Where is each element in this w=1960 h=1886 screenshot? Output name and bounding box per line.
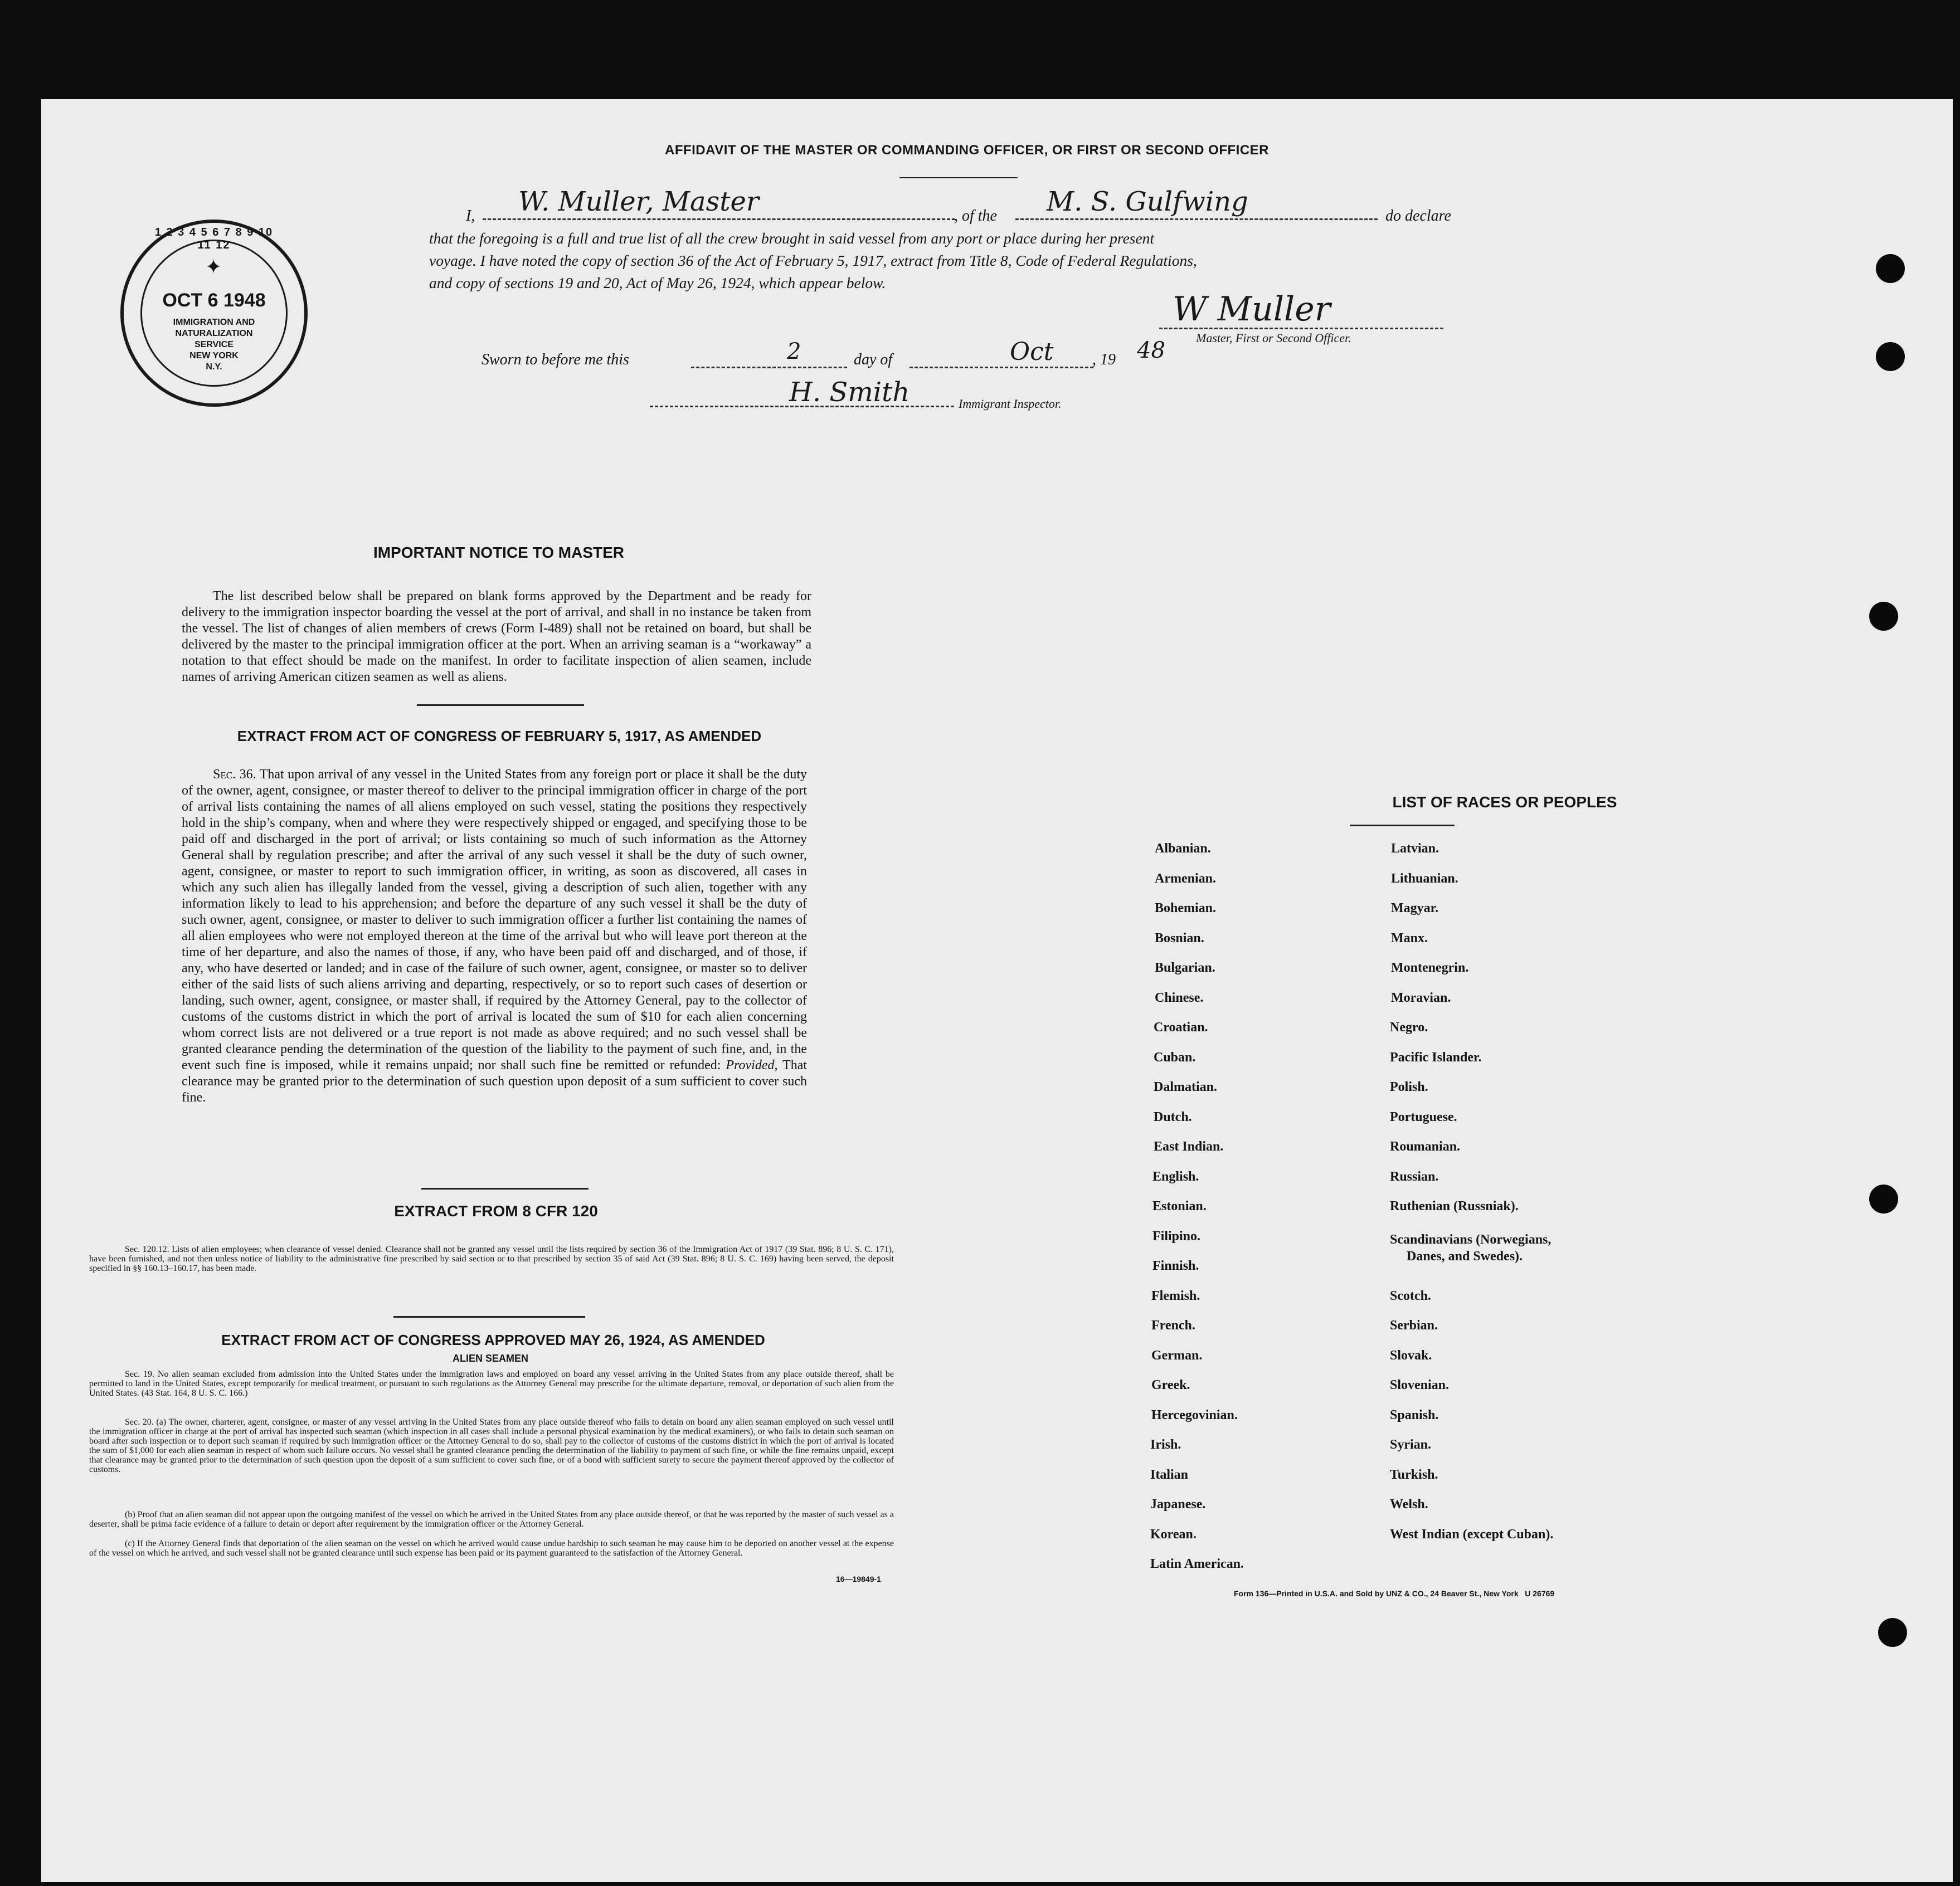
race-left-6: Croatian. [1154,1020,1208,1035]
master-name-handwritten: W. Muller, Master [518,186,759,217]
race-left-12: Estonian. [1152,1199,1207,1214]
race-left-15: Flemish. [1151,1289,1200,1303]
sworn-year-handwritten: 48 [1137,338,1165,363]
binder-hole-3 [1869,602,1898,631]
extract-1917-text [182,767,807,1106]
printer-footer: Form 136—Printed in U.S.A. and Sold by UNZ & CO., 24 Beaver St., New York U 26769 [1234,1589,1555,1598]
declaration-line-1: that the foregoing is a full and true list of all the crew brought in said vessel from any port or place during her present [429,230,1155,247]
declaration-line-2: voyage. I have noted the copy of section 36 of the Act of February 5, 1917, extract from Title 8, Code of Federal Regulations, [429,252,1197,269]
race-right-12: Ruthenian (Russniak). [1390,1199,1519,1214]
race-left-3: Bosnian. [1155,931,1204,946]
signature-line [1159,312,1443,329]
sec-20c-text: (c) If the Attorney General finds that deportation of the alien seaman on the vessel on which he arrived would cause undue hardship to such seaman he may cause him to be deported on another vessel at the expense of the vessel on which he arrived, and such vessel shall not be granted clearance until such expense has been paid or its payment guaranteed to the satisfaction of the Attorney General. [89,1539,894,1558]
race-right-11: Russian. [1390,1169,1439,1184]
race-right-6: Negro. [1390,1020,1428,1035]
sworn-day-line [691,347,847,368]
binder-hole-2 [1876,342,1905,371]
inspector-caption: Immigrant Inspector. [959,397,1062,411]
race-right-22: West Indian (except Cuban). [1390,1527,1554,1542]
sec-36-body: That upon arrival of any vessel in the United States from any foreign port or place it shall be the duty of the owner, agent, consignee, or master thereof to deliver to the principal immigration officer in charge of the port of arrival lists containing the names of all aliens employed on such vessel, stating the positions they respectively hold in the ship’s company, when and where they were respectively shipped or engaged, and specifying those to be paid off and discharged in the port of arrival; or lists containing so much of such information as the Attorney General shall by regulation prescribe; and after the arrival of any such vessel it shall be the duty of such owner, agent, consignee, or master to report to such immigration officer, in writing, as soon as discovered, all cases in which any such alien has illegally landed from the vessel, giving a description of such alien, together with any information likely to lead to his apprehension; and before the departure of any such vessel it shall be the duty of such owner, agent, consignee, or master to deliver to such immigration officer a further list containing the names of all alien employees who were not employed thereon at the time of the arrival but who will leave port thereon at the time of her departure, and also the names of those, if any, who have been paid off and discharged, and of those, if any, who have deserted or landed; and in case of the failure of such owner, agent, consignee, or master so to deliver either of the said lists of such aliens arriving and departing, respectively, or so to report such cases of desertion or landing, such owner, agent, consignee, or master shall, if required by the Attorney General, pay to the collector of customs of the customs district in which the port of arrival is located the sum of $10 for each alien concerning whom correct lists are not delivered or a true report is not made as above required; and no such vessel shall be granted clearance pending the determination of the question of the liability to the payment of such fine, and, in the event such fine is imposed, while it remains unpaid; nor shall such fine be remitted or refunded: [182,767,808,1073]
race-left-7: Cuban. [1154,1050,1196,1065]
races-title: LIST OF RACES OR PEOPLES [1392,793,1617,811]
do-declare-label: do declare [1385,207,1451,225]
stamp-agency-line-1: IMMIGRATION AND [173,318,255,327]
stamp-ring-digits: 1 2 3 4 5 6 7 8 9 10 11 12 [154,226,274,251]
stamp-agency-line-3: SERVICE [194,340,234,349]
sworn-month-line [910,347,1093,368]
sec-20b-text: (b) Proof that an alien seaman did not appear upon the outgoing manifest of the vessel on which he arrived in the United States from any place outside thereof, or that he was reported by the master of such vessel as a deserter, shall be prima facie evidence of a failure to detain or deport after requirement by the immigration officer or the Attorney General. [89,1510,894,1529]
notice-text: The list described below shall be prepared on blank forms approved by the Department and be ready for delivery to the immigration inspector boarding the vessel at the port of arrival, and shall in no instance be taken from the vessel. The list of changes of alien members of crews (Form I-489) shall not be retained on board, but shall be delivered by the master to the principal immigration officer at the port. When an arriving seaman is a “workaway” a notation to that effect should be made on the manifest. In order to facilitate inspection of alien seamen, include names of arriving American citizen seamen as well as aliens. [182,589,811,684]
extract-1924-title: EXTRACT FROM ACT OF CONGRESS APPROVED MAY 26, 1924, AS AMENDED [221,1332,765,1348]
day-of-label: day of [854,351,893,368]
cfr-divider [393,1316,585,1318]
stamp-agency-line-5: N.Y. [206,362,222,372]
cfr-text: Sec. 120.12. Lists of alien employees; when clearance of vessel denied. Clearance shall not be granted any vessel until the lists required by section 36 of the Immigration Act of 1917 (39 Stat. 896; 8 U. S. C. 171), have been furnished, and not then unless notice of liability to the administrative fine prescribed by said section or to that prescribed by section 35 of said Act (39 Stat. 896; 8 U. S. C. 169) having been served, the deposit specified in §§ 160.13–160.17, has been made. [89,1245,894,1273]
race-left-22: Japanese. [1150,1497,1206,1512]
race-left-23: Korean. [1150,1527,1197,1542]
race-right-16: Slovak. [1390,1348,1432,1363]
race-right-5: Moravian. [1391,991,1451,1005]
race-right-18: Spanish. [1390,1408,1439,1422]
race-right-17: Slovenian. [1390,1378,1450,1392]
sec-36-end: That clearance may be granted prior to the determination of such question upon deposit of a sum sufficient to cover such fine. [182,1058,808,1105]
race-right-20: Turkish. [1390,1468,1438,1482]
race-right-2: Magyar. [1391,901,1439,915]
affidavit-i-label: I, [466,207,475,225]
stamp-agency-line-2: NATURALIZATION [175,329,253,338]
extract-1917-divider [421,1188,589,1190]
provided-label: Provided, [726,1058,778,1073]
race-left-19: Hercegovinian. [1151,1408,1238,1422]
race-right-19: Syrian. [1390,1437,1432,1452]
race-right-13: Scandinavians (Norwegians, [1390,1232,1552,1247]
extract-1924-subtitle: ALIEN SEAMEN [452,1353,528,1364]
notice-divider [417,704,584,706]
sec-20a-text: Sec. 20. (a) The owner, charterer, agent, consignee, or master of any vessel arriving in the United States from any place outside thereof who fails to detain on board any alien seaman employed on such vessel until the immigration officer in charge at the port of arrival has inspected such seaman (which inspection in all cases shall include a personal physical examination by the medical examiners), or who fails to detain such seaman on board after such inspection or to deport such seaman if required by such immigration officer or the Attorney General to do so, shall pay to the collector of customs of the customs district in which the port of arrival is located the sum of $1,000 for each alien seaman in respect of whom such failure occurs. No vessel shall be granted clearance pending the determination of the liability to payment of such fine, or while the fine remains unpaid, except that clearance may be granted prior to the determination of such question upon the deposit of a sum sufficient to cover such fine, or of a bond with sufficient surety to secure the payment thereof approved by the collector of customs. [89,1417,894,1474]
immigration-date-stamp [120,220,308,407]
race-left-11: English. [1152,1169,1199,1184]
race-left-9: Dutch. [1154,1110,1192,1124]
race-left-1: Armenian. [1155,871,1216,886]
sworn-label: Sworn to before me this [482,351,629,368]
inspector-signature: H. Smith [789,377,910,408]
binder-hole-4 [1869,1185,1898,1214]
race-right-0: Latvian. [1391,841,1439,856]
affidavit-title: AFFIDAVIT OF THE MASTER OR COMMANDING OFFICER, OR FIRST OR SECOND OFFICER [664,143,1270,158]
master-signature: W Muller [1173,290,1331,329]
race-left-0: Albanian. [1155,841,1211,856]
vessel-name-handwritten: M. S. Gulfwing [1047,186,1248,217]
sec-19-text: Sec. 19. No alien seaman excluded from admission into the United States under the immigration laws and employed on board any vessel arriving in the United States from any place outside thereof, shall be permitted to land in the United States, except temporarily for medical treatment, or pursuant to such regulations as the Attorney General may prescribe for the ultimate departure, removal, or deportation of such alien from the United States. (43 Stat. 164, 8 U. S. C. 166.) [89,1370,894,1398]
notice-title: IMPORTANT NOTICE TO MASTER [373,544,625,561]
affidavit-title-rule [899,177,1018,178]
race-left-4: Bulgarian. [1155,961,1215,975]
race-right-14: Scotch. [1390,1289,1431,1303]
declaration-line-3: and copy of sections 19 and 20, Act of May 26, 1924, which appear below. [429,274,886,291]
stamp-date: OCT 6 1948 [162,290,266,311]
race-left-16: French. [1151,1318,1195,1333]
race-right-4: Montenegrin. [1391,961,1469,975]
binder-hole-5 [1878,1618,1907,1647]
race-left-24: Latin American. [1150,1557,1244,1571]
race-left-18: Greek. [1151,1378,1190,1392]
race-left-14: Finnish. [1152,1259,1199,1273]
race-right-1: Lithuanian. [1391,871,1458,886]
race-left-10: East Indian. [1154,1139,1224,1154]
form-code: 16—19849-1 [836,1575,881,1583]
race-left-13: Filipino. [1152,1229,1201,1244]
race-right-3: Manx. [1391,931,1428,946]
stamp-agency-line-4: NEW YORK [189,351,239,360]
signature-caption: Master, First or Second Officer. [1196,331,1351,345]
races-divider [1350,825,1455,826]
race-right-7: Pacific Islander. [1390,1050,1482,1065]
race-right-21: Welsh. [1390,1497,1428,1512]
extract-1917-title: EXTRACT FROM ACT OF CONGRESS OF FEBRUARY 5, 1917, AS AMENDED [237,728,762,744]
sworn-month-handwritten: Oct [1010,338,1054,366]
cfr-title: EXTRACT FROM 8 CFR 120 [394,1202,598,1220]
stamp-star-icon: ✦ [205,256,222,278]
sworn-day-handwritten: 2 [787,339,801,364]
race-right-13-cont: Danes, and Swedes). [1407,1249,1523,1264]
race-left-5: Chinese. [1155,991,1204,1005]
race-right-15: Serbian. [1390,1318,1438,1333]
race-left-8: Dalmatian. [1154,1080,1217,1094]
race-left-20: Irish. [1150,1437,1181,1452]
race-right-10: Roumanian. [1390,1139,1461,1154]
race-left-17: German. [1151,1348,1203,1363]
sec-36-label: Sec. 36. [213,767,256,782]
race-right-9: Portuguese. [1390,1110,1457,1124]
affidavit-of-the-label: , of the [954,207,997,225]
year-prefix: , 19 [1092,351,1116,368]
race-right-8: Polish. [1390,1080,1428,1094]
race-left-2: Bohemian. [1155,901,1217,915]
binder-hole-1 [1876,254,1905,283]
race-left-21: Italian [1150,1468,1189,1482]
